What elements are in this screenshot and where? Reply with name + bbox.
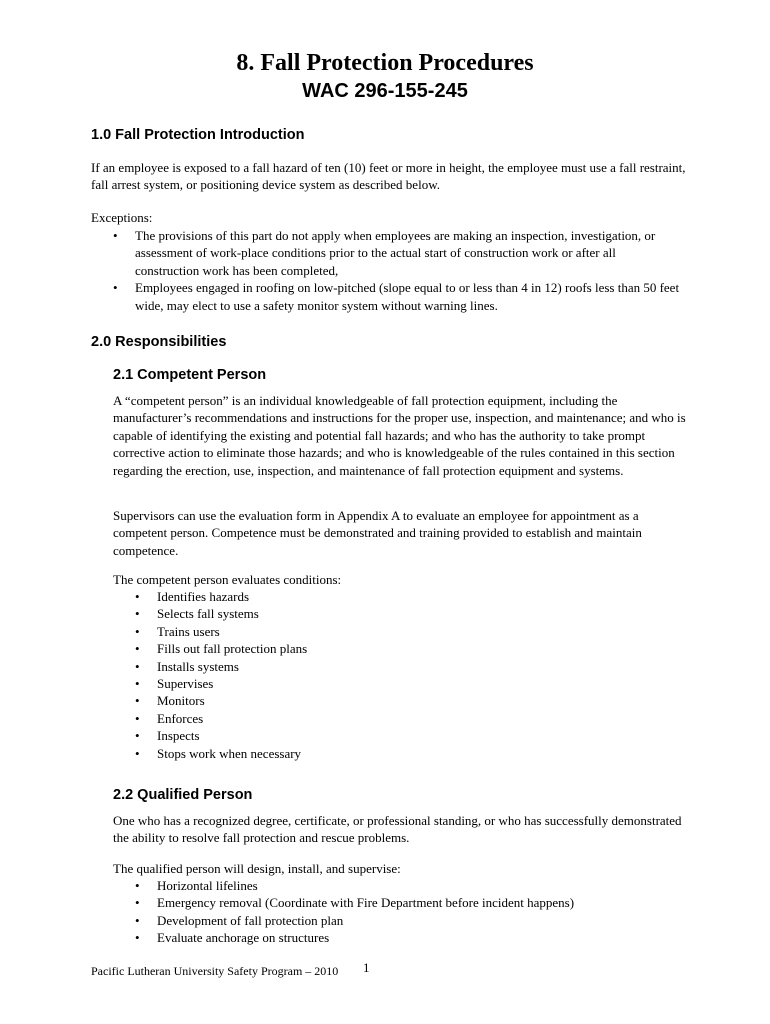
list-item: • Supervises [135, 676, 214, 692]
page-number: 1 [363, 960, 370, 975]
bullet-icon: • [135, 912, 140, 928]
competent-duties-list [135, 588, 675, 762]
page-title: 8. Fall Protection Procedures [236, 50, 534, 76]
list-item: • Selects fall systems [135, 606, 259, 622]
bullet-icon: • [135, 676, 140, 692]
list-item: • Monitors [135, 693, 205, 709]
list-item: • Enforces [135, 710, 204, 726]
page-subtitle: WAC 296-155-245 [302, 80, 468, 102]
bullet-icon: • [135, 878, 140, 893]
qualified-list-intro: The qualified person will design, install, and supervise: [113, 861, 401, 876]
page-footer: Pacific Lutheran University Safety Program – 2010 [91, 964, 339, 978]
exceptions-label: Exceptions: [91, 210, 153, 225]
bullet-icon: • [135, 728, 140, 744]
bullet-icon: • [135, 606, 140, 622]
list-item: • Identifies hazards [135, 589, 250, 604]
bullet-icon: • [135, 745, 140, 761]
bullet-icon: • [135, 693, 140, 709]
bullet-icon: • [135, 930, 140, 946]
bullet-icon: • [135, 658, 140, 674]
list-item: • Emergency removal (Coordinate with Fire Department before incident happens) [135, 895, 575, 911]
list-item: • Trains users [135, 623, 220, 639]
bullet-icon: • [135, 710, 140, 726]
list-item: • The provisions of this part do not apply when employees are making an inspection, investigation, or assessment of work-place conditions prior to the actual start of construction work or after all construction work has been completed, [113, 228, 656, 278]
bullet-icon: • [135, 589, 140, 604]
intro-paragraph: If an employee is exposed to a fall hazard of ten (10) feet or more in height, the employee must use a fall restraint, fall arrest system, or positioning device system as described below. [91, 160, 686, 193]
bullet-icon: • [113, 228, 118, 243]
list-item: • Horizontal lifelines [135, 878, 258, 893]
section-heading-responsibilities: 2.0 Responsibilities [91, 334, 227, 350]
list-item: • Installs systems [135, 658, 239, 674]
list-item: • Evaluate anchorage on structures [135, 930, 330, 946]
bullet-icon: • [135, 895, 140, 911]
list-item: • Fills out fall protection plans [135, 641, 308, 657]
qualified-duties-list [135, 877, 695, 947]
qualified-person-paragraph: One who has a recognized degree, certificate, or professional standing, or who has successfully demonstrated the ability to resolve fall protection and rescue problems. [113, 813, 682, 846]
subsection-heading-competent-person: 2.1 Competent Person [113, 367, 267, 383]
section-heading-intro: 1.0 Fall Protection Introduction [91, 127, 305, 143]
bullet-icon: • [113, 280, 118, 296]
list-item: • Development of fall protection plan [135, 912, 344, 928]
subsection-heading-qualified-person: 2.2 Qualified Person [113, 787, 253, 803]
exceptions-list [113, 227, 683, 314]
bullet-icon: • [135, 623, 140, 639]
list-item: • Employees engaged in roofing on low-pitched (slope equal to or less than 4 in 12) roofs less than 50 feet wide, may elect to use a safety monitor system without warning lines. [113, 280, 680, 313]
bullet-icon: • [135, 641, 140, 657]
list-item: • Inspects [135, 728, 200, 744]
list-item: • Stops work when necessary [135, 745, 302, 761]
competent-person-evaluation-paragraph: Supervisors can use the evaluation form in Appendix A to evaluate an employee for appointment as a competent person. Competence must be demonstrated and training provided to establish and maintain competence. [113, 508, 642, 558]
competent-list-intro: The competent person evaluates conditions: [113, 572, 342, 587]
competent-person-paragraph: A “competent person” is an individual knowledgeable of fall protection equipment, including the manufacturer’s recommendations and instructions for the proper use, inspection, and maintenance; and who is capable of identifying the existing and potential fall hazards; and who has the authority to take prompt corrective action to eliminate those hazards; and who is knowledgeable of the rules contained in this section regarding the erection, use, inspection, and maintenance of fall protection equipment and systems. [113, 393, 686, 478]
